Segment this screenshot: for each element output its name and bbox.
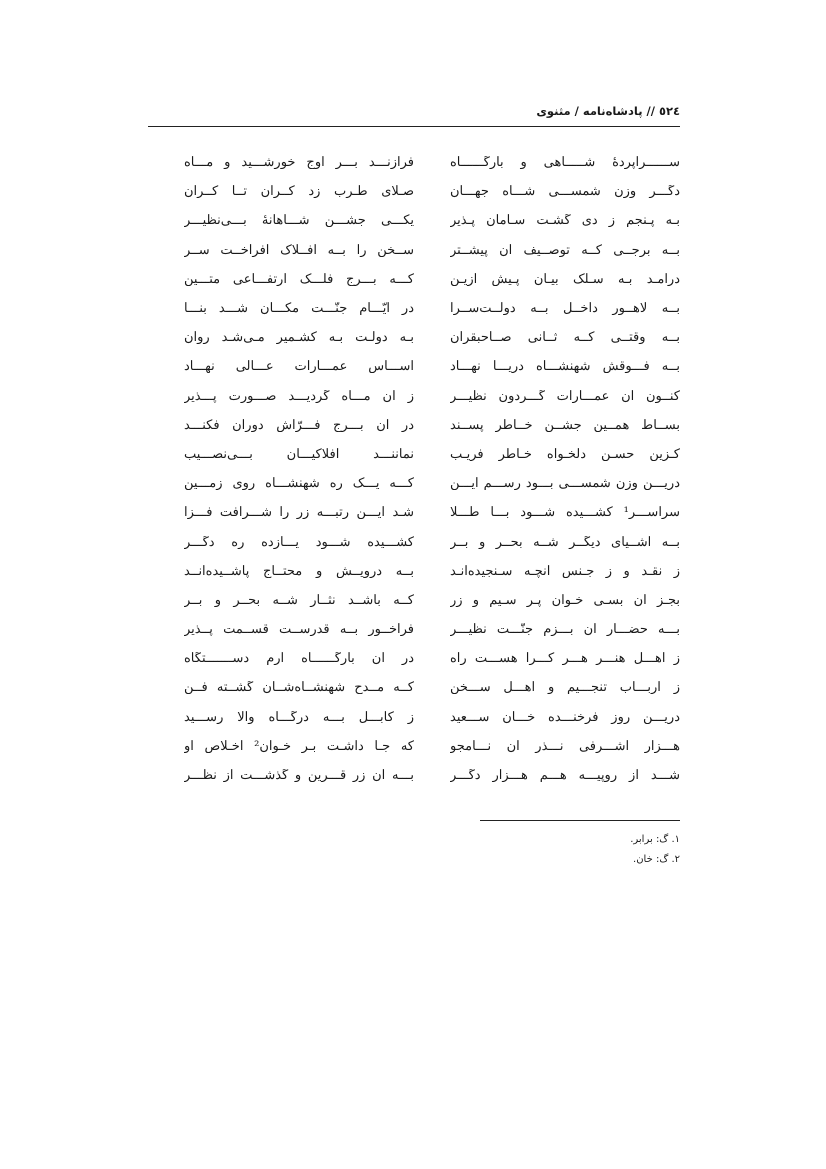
hemistich-second: فرازنـــد بـــر اوج خورشـــید و مـــاه bbox=[184, 156, 414, 170]
hemistich-first: دریـــن وزن شمســـی بـــود رســـم ایـــن bbox=[450, 477, 680, 491]
hemistich-second: بـه دولـت بـه کشـمیر مـی‌شـد روان bbox=[184, 331, 414, 345]
hemistich-second: نماننـــد افلاکیـــان بـــی‌نصـــیب bbox=[184, 447, 414, 461]
couplet bbox=[160, 703, 680, 732]
header-title: ٥٢٤ // پادشاه‌نامه / مثنوی bbox=[536, 104, 680, 118]
footnote-1: ۱. گ: برابر. bbox=[630, 834, 680, 845]
hemistich-first: کـزین حسـن دلخـواه خـاطر فریـب bbox=[450, 447, 680, 461]
hemistich-first: ســــــراپردهٔ شـــــاهی و بارگــــــاه bbox=[450, 156, 680, 170]
couplet bbox=[160, 498, 680, 527]
hemistich-first: بــه وقتــی کــه ثــانی صــاحبقران bbox=[450, 331, 680, 345]
hemistich-second: ز کابـــل بـــه درگـــاه والا رســـید bbox=[184, 710, 414, 724]
hemistich-first: بســاط همــین جشــن خــاطر پســند bbox=[450, 418, 680, 432]
couplet bbox=[160, 527, 680, 556]
couplet bbox=[160, 206, 680, 235]
footnotes bbox=[630, 834, 680, 874]
couplet bbox=[160, 323, 680, 352]
hemistich-second: در آن بـــرج فـــرّاش دوران فکنـــد bbox=[184, 418, 414, 432]
hemistich-first: بــه لاهــور داخــل بــه دولــت‌ســرا bbox=[450, 302, 680, 316]
couplet bbox=[160, 411, 680, 440]
hemistich-second: کـــه بـــرج فلـــک ارتفـــاعی متـــین bbox=[184, 272, 414, 286]
couplet bbox=[160, 761, 680, 790]
hemistich-first: هـــزار اشـــرفی نـــذر آن نـــامجو bbox=[450, 739, 680, 753]
hemistich-first: درآمـد بـه سـلک بیـان پـیش ازیـن bbox=[450, 272, 680, 286]
hemistich-first: شـــد از روپیـــه هـــم هـــزار دگـــر bbox=[450, 769, 680, 783]
hemistich-first: بـه پـنجم ز دی گشـت سـامان پـذیر bbox=[450, 214, 680, 228]
hemistich-first: بجـز آن بسـی خـوان پـر سـیم و زر bbox=[450, 593, 680, 607]
couplet bbox=[160, 148, 680, 177]
hemistich-first: بــه برجــی کــه توصــیف آن پیشــتر bbox=[450, 243, 680, 257]
couplet bbox=[160, 177, 680, 206]
hemistich-second: کـــه یـــک ره شهنشـــاه روی زمـــین bbox=[184, 477, 414, 491]
hemistich-second: در آن بارگــــــاه ارم دســـــــتگاه bbox=[184, 652, 414, 666]
running-header bbox=[148, 98, 680, 127]
couplet bbox=[160, 615, 680, 644]
hemistich-first: ز اربـــاب تنجـــیم و اهـــل ســـخن bbox=[450, 681, 680, 695]
couplet bbox=[160, 469, 680, 498]
poem-body bbox=[160, 148, 680, 790]
hemistich-first: بــه اشــیای دیگــر شــه بحــر و بــر bbox=[450, 535, 680, 549]
couplet bbox=[160, 265, 680, 294]
couplet bbox=[160, 586, 680, 615]
hemistich-second: بـــه آن زر قـــرین و گذشـــت از نظـــر bbox=[184, 769, 414, 783]
couplet bbox=[160, 673, 680, 702]
hemistich-second: اســـاس عمـــارات عـــالی نهـــاد bbox=[184, 360, 414, 374]
couplet bbox=[160, 557, 680, 586]
couplet bbox=[160, 352, 680, 381]
hemistich-first: کنــون آن عمـــارات گـــردون نظیـــر bbox=[450, 389, 680, 403]
footnote-2: ۲. گ: خان. bbox=[633, 854, 680, 865]
hemistich-first: ز اهـــل هنـــر هـــر کـــرا هســـت راه bbox=[450, 652, 680, 666]
hemistich-first: دریـــن روز فرخنـــده خـــان ســـعید bbox=[450, 710, 680, 724]
couplet bbox=[160, 236, 680, 265]
hemistich-second: فراخــور بــه قدرســت قســمت پــذیر bbox=[184, 623, 414, 637]
couplet bbox=[160, 440, 680, 469]
hemistich-second: شـد ایـــن رتبـــه زر را شـــرافت فـــزا bbox=[184, 506, 414, 520]
footnote-divider bbox=[480, 820, 680, 821]
couplet bbox=[160, 644, 680, 673]
hemistich-second: بــه درویــش و محتــاج پاشــیده‌انــد bbox=[184, 564, 414, 578]
hemistich-second: کشـــیده شـــود یـــازده ره دگـــر bbox=[184, 535, 414, 549]
hemistich-second: کــه مــدح شهنشــاه‌شــان گشــته فــن bbox=[184, 681, 414, 695]
couplet bbox=[160, 294, 680, 323]
hemistich-first: بــه فـــوقش شهنشـــاه دریـــا نهـــاد bbox=[450, 360, 680, 374]
hemistich-second: ســخن را بــه افــلاک افراخــت ســر bbox=[184, 243, 414, 257]
hemistich-second: ز آن مـــاه گردیـــد صـــورت پـــذیر bbox=[184, 389, 414, 403]
hemistich-second: صـلای طـرب زد کــران تــا کــران bbox=[184, 185, 414, 199]
hemistich-first: ز نقـد و ز جـنس آنچـه سـنجیده‌انـد bbox=[450, 564, 680, 578]
couplet bbox=[160, 382, 680, 411]
hemistich-first: دگـــر وزن شمســـی شـــاه جهـــان bbox=[450, 185, 680, 199]
hemistich-first: سراســـر¹ کشـــیده شـــود بـــا طـــلا bbox=[450, 506, 680, 520]
hemistich-second: که جـا داشـت بـر خـوان² اخـلاص او bbox=[184, 739, 414, 753]
hemistich-second: در ایّـــام جنّـــت مکـــان شـــد بنـــا bbox=[184, 302, 414, 316]
couplet bbox=[160, 732, 680, 761]
hemistich-first: بـــه حضـــار آن بـــزم جنّـــت نظیـــر bbox=[450, 623, 680, 637]
hemistich-second: یکـــی جشـــن شـــاهانهٔ بـــی‌نظیـــر bbox=[184, 214, 414, 228]
hemistich-second: کــه باشــد نثــار شــه بحــر و بــر bbox=[184, 593, 414, 607]
